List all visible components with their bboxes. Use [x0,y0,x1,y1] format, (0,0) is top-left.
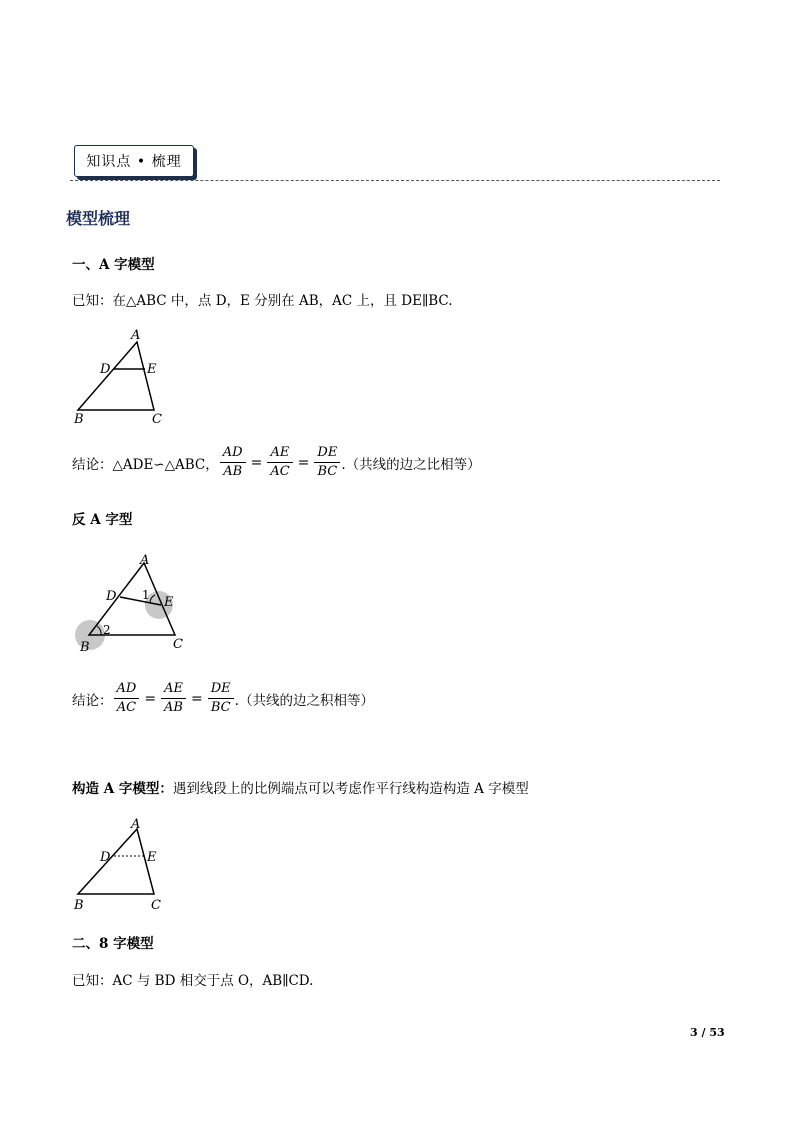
section-badge [74,145,194,177]
conclusion-suffix: .（共线的边之比相等） [341,456,481,473]
label-two: 2 [103,623,111,637]
label-d: D [100,362,111,377]
fraction-numerator: AE [267,444,292,463]
label-d: D [100,850,111,865]
equals-sign: = [191,690,203,707]
fraction-denominator: AB [164,700,183,715]
equals-sign: = [297,454,310,471]
construct-heading-bold: 构造 A 字模型： [72,781,173,797]
page-number: 3 / 53 [690,1026,725,1039]
reverse-a-model-heading: 反 A 字型 [72,512,133,528]
conclusion-suffix: .（共线的边之积相等） [234,692,374,709]
fraction-numerator: AD [220,444,246,463]
label-b: B [80,640,90,655]
fraction-denominator: AB [223,464,243,479]
fraction-denominator: BC [210,700,231,715]
label-e: E [147,362,157,377]
construct-a-model-heading [72,777,529,797]
label-b: B [74,898,84,913]
a-model-given: 已知：在△ABC 中，点 D，E 分别在 AB，AC 上，且 DE∥BC. [72,293,453,309]
fraction-numerator: AE [161,680,186,699]
section-badge-label: 知识点 • 梳理 [86,154,182,170]
label-e: E [164,595,174,610]
fraction-denominator: AC [270,464,290,479]
equals-sign: = [250,454,263,471]
label-c: C [173,637,183,652]
conclusion-prefix: 结论： [72,692,113,709]
fraction-ad-ac [114,680,140,717]
label-e: E [147,850,157,865]
label-c: C [151,898,161,913]
a-model-figure [60,325,190,430]
triangle-abc [78,342,154,410]
fraction-denominator: BC [317,464,338,479]
section-title: 模型梳理 [66,209,131,228]
conclusion-prefix: 结论：△ADE∽△ABC， [72,456,219,473]
fraction-denominator: AC [116,700,137,715]
fraction-numerator: DE [208,680,234,699]
header-divider [70,180,720,181]
construct-a-model-figure [60,812,190,917]
a-model-heading: 一、A 字模型 [72,257,155,273]
a-model-conclusion [72,444,481,481]
eight-model-given: 已知：AC 与 BD 相交于点 O，AB∥CD. [72,973,314,989]
label-a: A [131,817,141,832]
reverse-a-model-conclusion [72,680,374,717]
construct-heading-rest: 遇到线段上的比例端点可以考虑作平行线构造构造 A 字模型 [172,781,529,797]
label-c: C [152,412,162,427]
reverse-a-model-figure [60,548,200,658]
fraction-ae-ac [267,444,292,481]
fraction-de-bc [208,680,234,717]
label-one: 1 [142,588,150,602]
label-b: B [74,412,84,427]
fraction-ad-ab [220,444,246,481]
eight-model-heading: 二、8 字模型 [72,936,154,952]
fraction-de-bc [314,444,340,481]
label-a: A [131,328,141,343]
label-a: A [140,553,150,568]
fraction-numerator: AD [114,680,140,699]
triangle-abc [78,829,154,894]
fraction-numerator: DE [314,444,340,463]
fraction-ae-ab [161,680,186,717]
label-d: D [106,589,117,604]
equals-sign: = [144,690,157,707]
